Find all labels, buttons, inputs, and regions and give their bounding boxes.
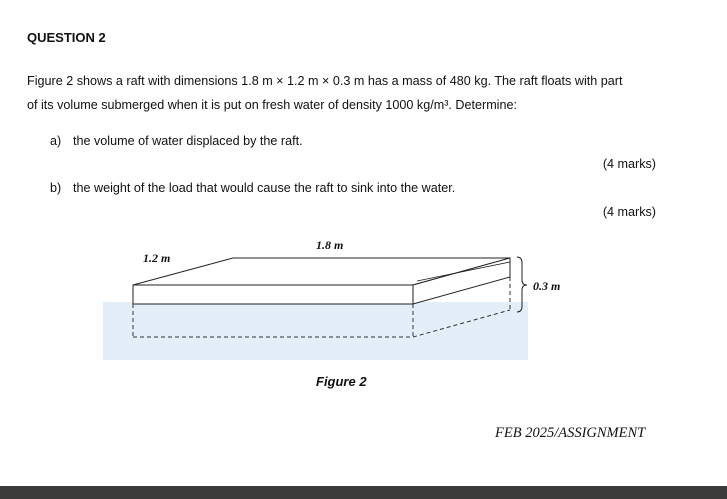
part-b-label: b) [50, 181, 62, 195]
part-a-text: the volume of water displaced by the raft. [73, 134, 303, 148]
part-b-text: the weight of the load that would cause the raft to sink into the water. [73, 181, 456, 195]
part-a-label: a) [50, 134, 62, 148]
footer-text: FEB 2025/ASSIGNMENT [495, 425, 646, 441]
figure-caption: Figure 2 [316, 374, 367, 389]
raft-front-face [133, 285, 413, 304]
length-label: 1.8 m [316, 238, 344, 252]
paragraph-line-1: Figure 2 shows a raft with dimensions 1.8 m × 1.2 m × 0.3 m has a mass of 480 kg. The raft floats with part [27, 74, 623, 88]
part-b-marks: (4 marks) [602, 205, 656, 219]
paragraph-line-2: of its volume submerged when it is put on fresh water of density 1000 kg/m³. Determine: [27, 98, 517, 112]
water-region [103, 302, 528, 360]
part-a-marks: (4 marks) [602, 157, 656, 171]
question-title: QUESTION 2 [27, 30, 106, 45]
bottom-bar [0, 486, 727, 499]
height-label: 0.3 m [533, 279, 561, 293]
width-label: 1.2 m [143, 251, 171, 265]
